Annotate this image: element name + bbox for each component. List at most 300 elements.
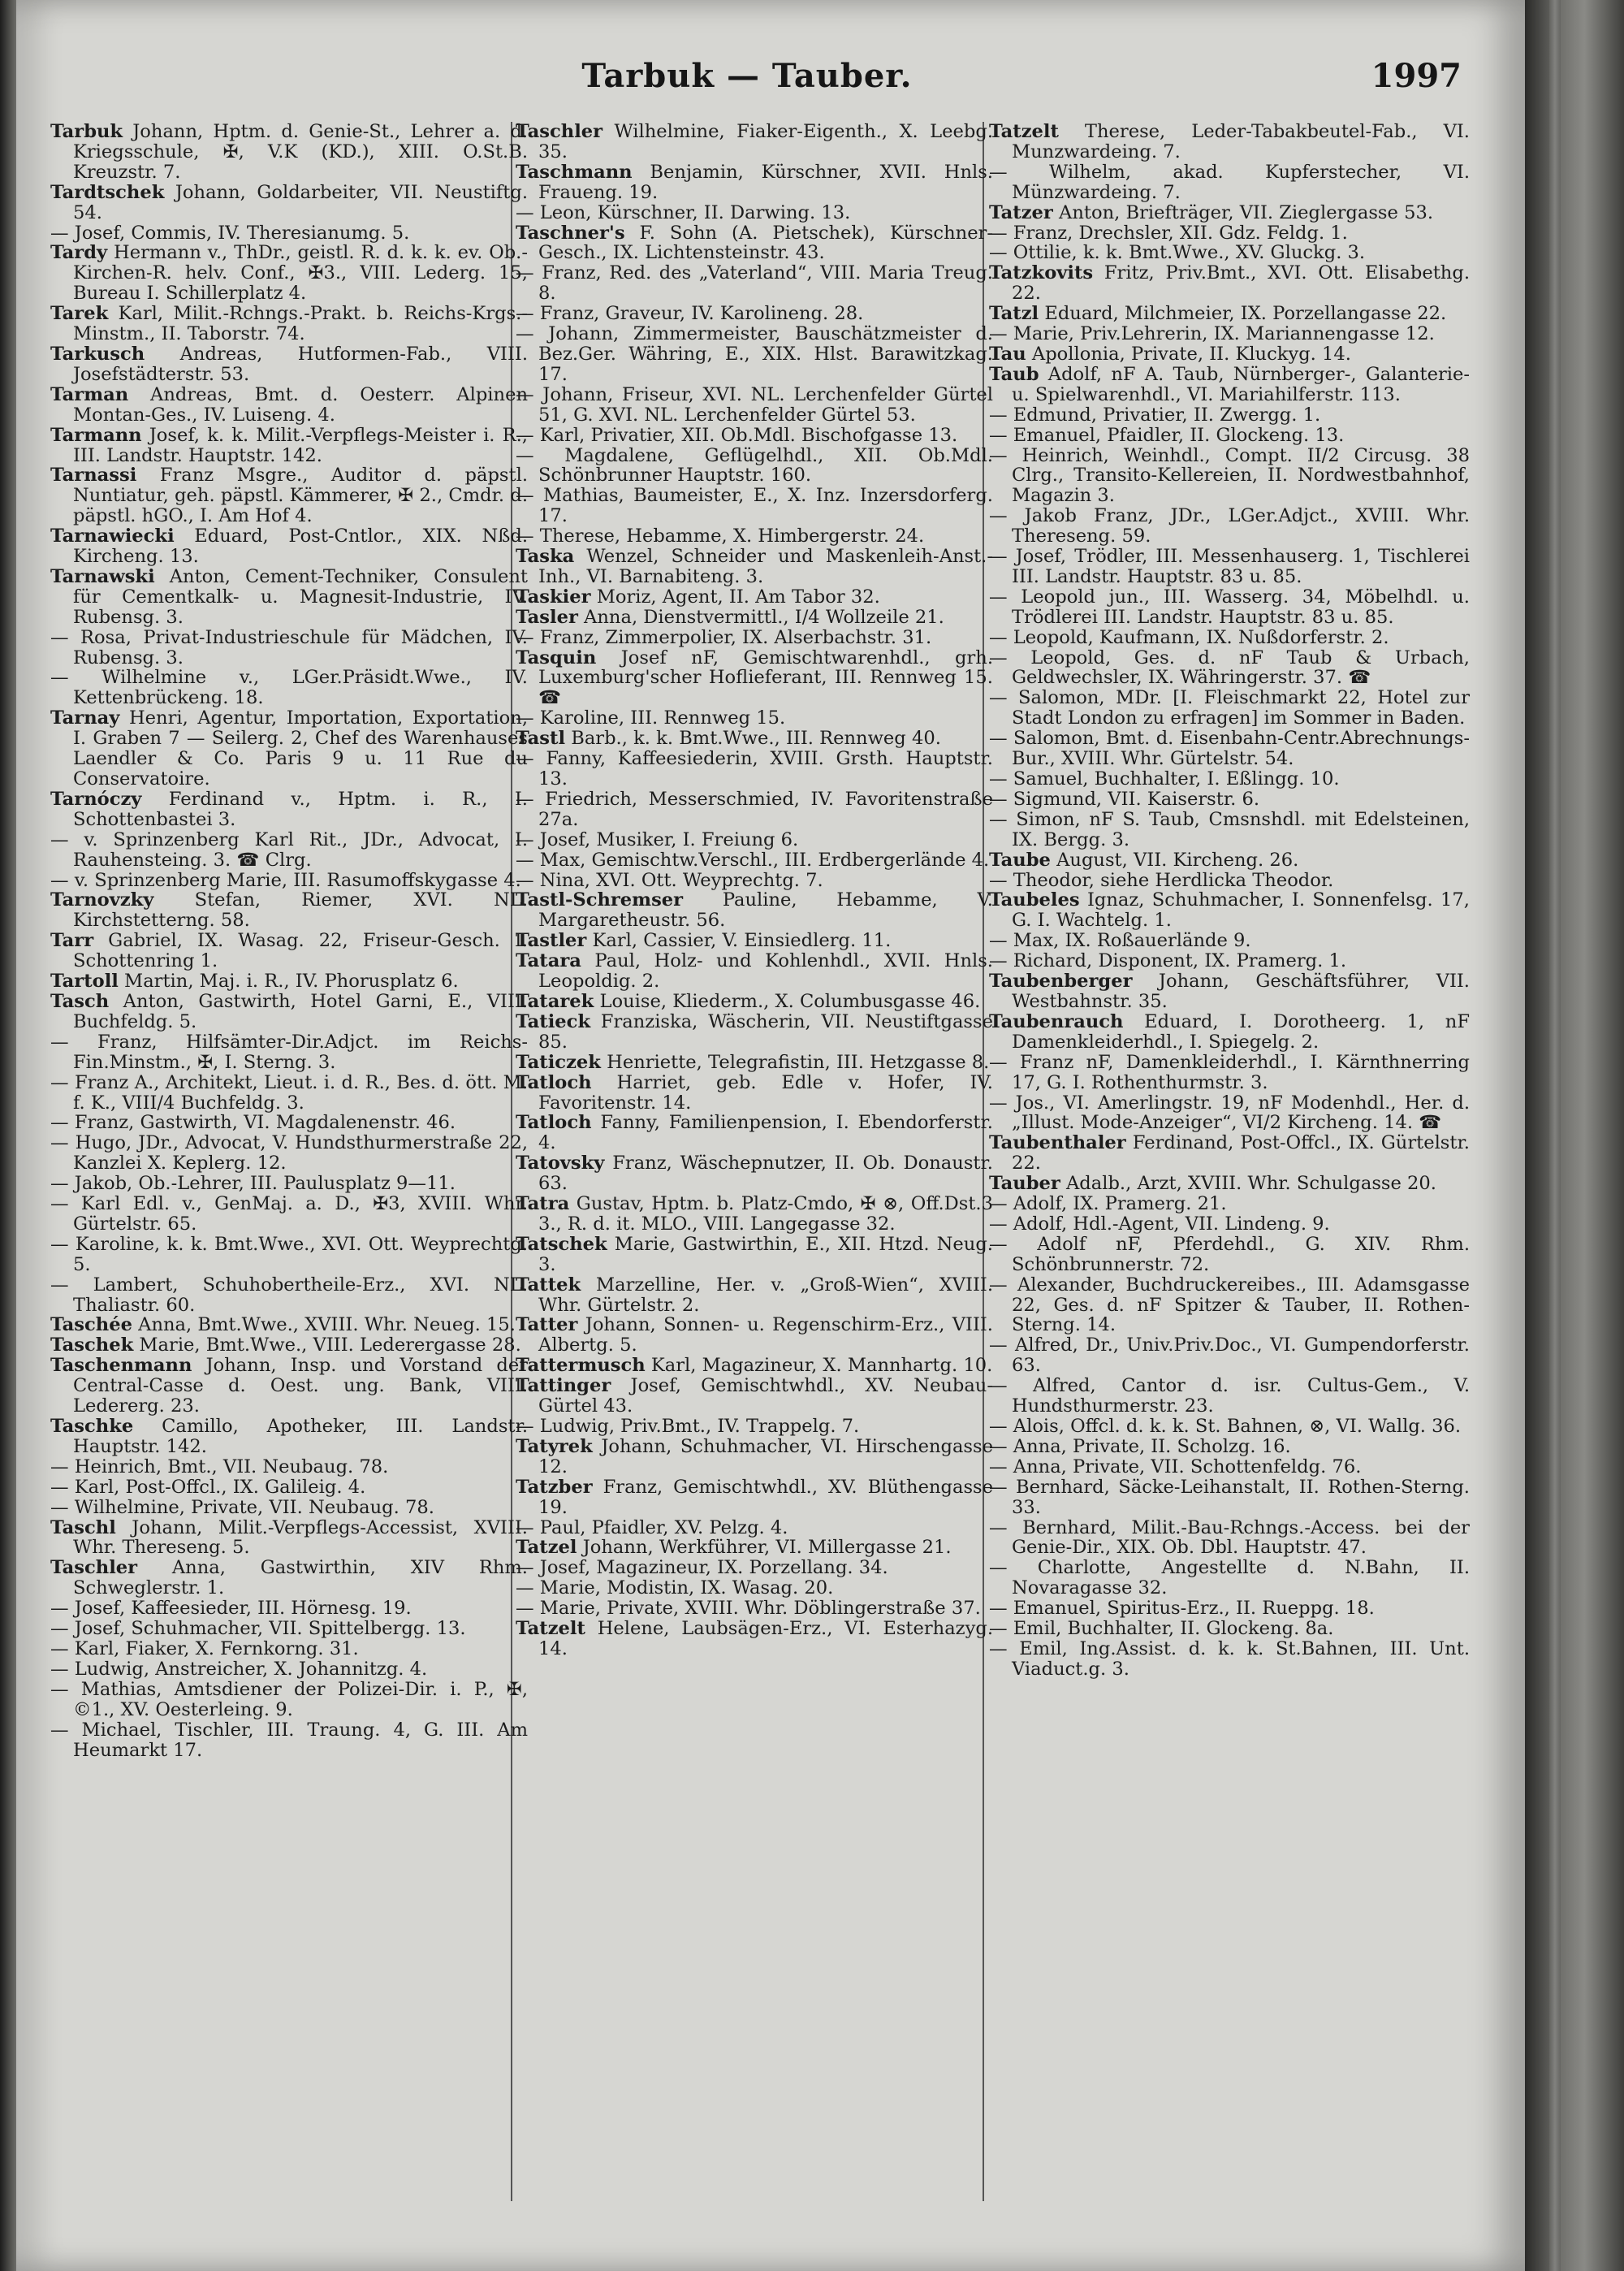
directory-entry <box>50 668 528 708</box>
directory-entry <box>989 729 1470 769</box>
entry-details: Anna, Dienstvermittl., I/4 Wollzeile 21. <box>577 606 944 628</box>
entry-surname: Taschl <box>50 1516 116 1538</box>
directory-entry <box>50 1457 528 1477</box>
entry-details: — Jakob Franz, JDr., LGer.Adjct., XVIII. Whr. Thereseng. 59. <box>989 505 1470 547</box>
entry-details: — Josef, Trödler, III. Messenhauserg. 1, Tischlerei III. Landstr. Hauptstr. 83 u. 85. <box>989 546 1470 587</box>
entry-details: Hermann v., ThDr., geistl. R. d. k. k. ev. Ob.-Kirchen-R. helv. Conf., ✠3., VIII. Lederg. 15, Bureau I. Schillerplatz 4. <box>73 242 528 305</box>
directory-entry <box>516 1558 993 1578</box>
entry-surname: Tatloch <box>516 1071 592 1093</box>
page-title: Tarbuk — Tauber. <box>581 57 913 95</box>
entry-details: Anton, Cement-Techniker, Consulent für Cementkalk- u. Magnesit-Industrie, IV. Rubensg. 3. <box>73 565 528 628</box>
directory-entry <box>516 608 993 628</box>
directory-entry <box>516 1619 993 1659</box>
entry-details: — Leopold, Kaufmann, IX. Nußdorferstr. 2. <box>989 626 1389 648</box>
entry-details: — Karl, Privatier, XII. Ob.Mdl. Bischofgasse 13. <box>516 424 958 446</box>
directory-entry <box>989 648 1470 689</box>
directory-entry <box>50 1133 528 1174</box>
entry-details: — Marie, Modistin, IX. Wasag. 20. <box>516 1577 834 1599</box>
directory-entry <box>50 122 528 183</box>
entry-details: Johann, Goldarbeiter, VII. Neustiftg. 54. <box>73 181 528 223</box>
entry-surname: Tatzber <box>516 1476 593 1498</box>
entry-details: — Franz nF, Damenkleiderhdl., I. Kärnthnerring 17, G. I. Rothenthurmstr. 3. <box>989 1051 1470 1093</box>
entry-details: Henri, Agentur, Importation, Exportation, I. Graben 7 — Seilerg. 2, Chef des Warenhauses Laendler & Co. Paris 9 u. 11 Rue du Conservatoire. <box>73 707 528 789</box>
entry-details: — Jos., VI. Amerlingstr. 19, nF Modenhdl., Her. d. „Illust. Mode-Anzeiger“, VI/2 Kircheng. 14. ☎ <box>989 1092 1470 1134</box>
entry-surname: Taubeles <box>989 889 1080 911</box>
entry-details: Josef, Gemischtwhdl., XV. Neubau-Gürtel 43. <box>538 1375 993 1417</box>
entry-surname: Tarnovzky <box>50 889 154 911</box>
directory-entry <box>989 243 1470 263</box>
entry-surname: Tatarek <box>516 990 594 1012</box>
entry-details: Harriet, geb. Edle v. Hofer, IV. Favoritenstr. 14. <box>538 1071 993 1114</box>
entry-surname: Taubenthaler <box>989 1132 1126 1154</box>
entry-details: — Paul, Pfaidler, XV. Pelzg. 4. <box>516 1516 788 1538</box>
directory-entry <box>989 1417 1470 1437</box>
directory-entry <box>50 1174 528 1194</box>
entry-surname: Taschenmann <box>50 1355 192 1377</box>
entry-details: — Simon, nF S. Taub, Cmsnshdl. mit Edelsteinen, IX. Bergg. 3. <box>989 808 1470 850</box>
entry-details: — Franz A., Architekt, Lieut. i. d. R., Bes. d. ött. M. f. K., VIII/4 Buchfeldg. 3. <box>50 1071 528 1114</box>
entry-surname: Tastler <box>516 930 587 952</box>
entry-details: — Therese, Hebamme, X. Himbergerstr. 24. <box>516 526 925 547</box>
entry-surname: Taschler <box>516 121 603 142</box>
directory-entry <box>989 162 1470 203</box>
entry-details: Anton, Briefträger, VII. Zieglergasse 53. <box>1052 201 1434 223</box>
running-header <box>49 57 1462 106</box>
entry-surname: Tasler <box>516 606 578 628</box>
directory-entry <box>50 223 528 244</box>
directory-entry <box>516 789 993 830</box>
entry-details: — Jakob, Ob.-Lehrer, III. Paulusplatz 9—11. <box>50 1173 456 1195</box>
entry-surname: Tatzelt <box>516 1618 585 1640</box>
entry-details: Wilhelmine, Fiaker-Eigenth., X. Leebg. 35. <box>538 121 993 162</box>
directory-entry <box>50 1659 528 1680</box>
directory-entry <box>989 426 1470 446</box>
entry-details: — Heinrich, Bmt., VII. Neubaug. 78. <box>50 1456 389 1477</box>
directory-entry <box>989 1639 1470 1680</box>
entry-details: Camillo, Apotheker, III. Landstr. Hauptstr. 142. <box>73 1416 528 1457</box>
directory-entry <box>50 1518 528 1559</box>
entry-details: Karl, Magazineur, X. Mannhartg. 10. <box>645 1355 993 1377</box>
entry-details: — v. Sprinzenberg Marie, III. Rasumoffskygasse 4. <box>50 869 521 891</box>
directory-entry <box>516 708 993 729</box>
entry-details: — Richard, Disponent, IX. Pramerg. 1. <box>989 950 1347 972</box>
entry-details: — Adolf, Hdl.-Agent, VII. Lindeng. 9. <box>989 1213 1330 1235</box>
directory-entry <box>50 628 528 668</box>
entry-details: — Michael, Tischler, III. Traung. 4, G. III. Am Heumarkt 17. <box>50 1719 528 1761</box>
entry-details: Adalb., Arzt, XVIII. Whr. Schulgasse 20. <box>1060 1173 1436 1195</box>
entry-details: Anton, Gastwirth, Hotel Garni, E., VIII. Buchfeldg. 5. <box>73 990 528 1032</box>
directory-entry <box>50 385 528 426</box>
directory-entry <box>989 1558 1470 1598</box>
directory-entry <box>516 951 993 992</box>
directory-entry <box>989 203 1470 223</box>
directory-entry <box>516 850 993 871</box>
entry-details: — Salomon, MDr. [I. Fleischmarkt 22, Hotel zur Stadt London zu erfragen] im Sommer in Baden. <box>989 687 1470 729</box>
directory-entry <box>989 1133 1470 1174</box>
entry-details: — Alfred, Cantor d. isr. Cultus-Gem., V. Hundsthurmerstr. 23. <box>989 1375 1470 1417</box>
entry-details: Henriette, Telegrafistin, III. Hetzgasse 8. <box>600 1051 990 1073</box>
entry-surname: Taticzek <box>516 1051 601 1073</box>
entry-surname: Tardtschek <box>50 181 165 203</box>
entry-surname: Tarr <box>50 930 94 952</box>
entry-surname: Tarnawski <box>50 565 155 587</box>
directory-entry <box>989 1335 1470 1376</box>
entry-details: Pauline, Hebamme, V. Margaretheustr. 56. <box>538 889 993 932</box>
directory-entry <box>989 871 1470 891</box>
entry-details: — Theodor, siehe Herdlicka Theodor. <box>989 869 1334 891</box>
directory-column-3 <box>989 122 1470 1680</box>
entry-surname: Tatzelt <box>989 121 1059 142</box>
directory-entry <box>50 1235 528 1275</box>
entry-details: — Franz, Graveur, IV. Karolineng. 28. <box>516 303 864 325</box>
entry-details: — Franz, Drechsler, XII. Gdz. Feldg. 1. <box>989 222 1348 244</box>
directory-entry <box>516 648 993 709</box>
directory-entry <box>516 587 993 608</box>
directory-entry <box>50 243 528 304</box>
entry-details: — Franz, Red. des „Vaterland“, VIII. Maria Treug. 8. <box>516 262 993 305</box>
directory-entry <box>516 486 993 526</box>
entry-details: Marie, Gastwirthin, E., XII. Htzd. Neug. 3. <box>538 1233 993 1275</box>
directory-entry <box>516 324 993 385</box>
entry-details: Eduard, I. Dorotheerg. 1, nF Damenkleiderhdl., I. Spiegelg. 2. <box>1012 1010 1470 1053</box>
directory-entry <box>516 1235 993 1275</box>
entry-details: — Hugo, JDr., Advocat, V. Hundsthurmerstraße 22, Kanzlei X. Keplerg. 12. <box>50 1132 528 1174</box>
entry-details: — Karl, Post-Offcl., IX. Galileig. 4. <box>50 1476 366 1498</box>
entry-details: — Ludwig, Anstreicher, X. Johannitzg. 4. <box>50 1658 428 1680</box>
entry-details: Therese, Leder-Tabakbeutel-Fab., VI. Munzwardeing. 7. <box>1012 121 1470 162</box>
entry-details: — Wilhelm, akad. Kupferstecher, VI. Münzwardeing. 7. <box>989 161 1470 203</box>
directory-page <box>16 0 1525 2271</box>
directory-entry <box>50 1720 528 1761</box>
entry-details: — Marie, Priv.Lehrerin, IX. Mariannengasse 12. <box>989 323 1435 345</box>
directory-entry <box>516 1153 993 1194</box>
directory-entry <box>50 789 528 830</box>
entry-surname: Tatter <box>516 1314 578 1336</box>
entry-details: — Karl Edl. v., GenMaj. a. D., ✠3, XVIII. Whr. Gürtelstr. 65. <box>50 1193 528 1235</box>
entry-surname: Tarbuk <box>50 121 123 142</box>
entry-surname: Tatyrek <box>516 1435 593 1457</box>
entry-details: — Mathias, Baumeister, E., X. Inz. Inzersdorferg. 17. <box>516 485 993 527</box>
directory-entry <box>50 871 528 891</box>
entry-details: — Emil, Buchhalter, II. Glockeng. 8a. <box>989 1618 1334 1640</box>
entry-details: F. Sohn (A. Pietschek), Kürschner-Gesch., IX. Lichtensteinstr. 43. <box>538 222 993 264</box>
directory-entry <box>989 1518 1470 1559</box>
directory-entry <box>989 1235 1470 1275</box>
entry-details: — Josef, Magazineur, IX. Porzellang. 34. <box>516 1557 888 1579</box>
directory-entry <box>516 1578 993 1598</box>
entry-details: Fritz, Priv.Bmt., XVI. Ott. Elisabethg. 22. <box>1012 262 1470 305</box>
directory-entry <box>516 628 993 648</box>
entry-details: Josef, k. k. Milit.-Verpflegs-Meister i. R., III. Landstr. Hauptstr. 142. <box>73 424 528 466</box>
directory-entry <box>50 1315 528 1335</box>
directory-entry <box>50 1619 528 1639</box>
entry-details: — Lambert, Schuhobertheile-Erz., XVI. NL. Thaliastr. 60. <box>50 1274 528 1316</box>
directory-entry <box>516 749 993 789</box>
directory-entry <box>50 1477 528 1498</box>
entry-surname: Taska <box>516 546 575 568</box>
entry-surname: Tau <box>989 343 1026 365</box>
entry-details: — Karl, Fiaker, X. Fernkorng. 31. <box>50 1637 359 1659</box>
entry-details: — Wilhelmine, Private, VII. Neubaug. 78. <box>50 1496 434 1518</box>
directory-entry <box>989 1194 1470 1214</box>
directory-entry <box>516 263 993 304</box>
directory-entry <box>989 1477 1470 1518</box>
directory-entry <box>50 304 528 344</box>
directory-entry <box>516 931 993 951</box>
entry-surname: Tatschek <box>516 1233 607 1255</box>
entry-details: — Magdalene, Geflügelhdl., XII. Ob.Mdl. Schönbrunner Hauptstr. 160. <box>516 444 993 487</box>
entry-details: — Franz, Hilfsämter-Dir.Adjct. im Reichs-Fin.Minstm., ✠, I. Sterng. 3. <box>50 1031 528 1073</box>
entry-details: — Leon, Kürschner, II. Darwing. 13. <box>516 201 851 223</box>
directory-entry <box>50 1356 528 1417</box>
book-page-edges <box>1525 0 1624 2271</box>
directory-entry <box>989 688 1470 729</box>
directory-entry <box>50 1498 528 1518</box>
entry-surname: Tatzer <box>989 201 1053 223</box>
directory-entry <box>50 567 528 628</box>
entry-details: — Emil, Ing.Assist. d. k. k. St.Bahnen, III. Unt. Viaduct.g. 3. <box>989 1637 1470 1680</box>
entry-details: — Max, IX. Roßauerlände 9. <box>989 930 1251 952</box>
entry-details: — Josef, Commis, IV. Theresianumg. 5. <box>50 222 410 244</box>
entry-details: Karl, Cassier, V. Einsiedlerg. 11. <box>586 930 892 952</box>
entry-surname: Tasch <box>50 990 110 1012</box>
directory-entry <box>50 708 528 789</box>
directory-entry <box>516 1053 993 1073</box>
directory-entry <box>989 1174 1470 1194</box>
entry-details: Gabriel, IX. Wasag. 22, Friseur-Gesch. I. Schottenring 1. <box>73 930 528 972</box>
directory-entry <box>516 547 993 587</box>
directory-entry <box>516 526 993 547</box>
directory-entry <box>516 304 993 324</box>
entry-surname: Tasquin <box>516 647 597 668</box>
entry-surname: Tarman <box>50 383 129 405</box>
entry-details: — Karoline, k. k. Bmt.Wwe., XVI. Ott. Weyprechtg. 5. <box>50 1233 528 1275</box>
entry-details: Franz, Wäschepnutzer, II. Ob. Donaustr. 63. <box>538 1153 993 1195</box>
entry-surname: Tattinger <box>516 1375 611 1397</box>
entry-surname: Tarek <box>50 303 109 325</box>
entry-details: — Adolf, IX. Pramerg. 21. <box>989 1193 1227 1215</box>
entry-surname: Tatra <box>516 1193 570 1215</box>
entry-details: Anna, Bmt.Wwe., XVIII. Whr. Neueg. 15. <box>132 1314 516 1336</box>
entry-details: Johann, Insp. und Vorstand der Central-Casse d. Oest. ung. Bank, VIII. Ledererg. 23. <box>73 1355 528 1417</box>
directory-entry <box>516 426 993 446</box>
directory-entry <box>516 385 993 426</box>
entry-details: — Emanuel, Spiritus-Erz., II. Rueppg. 18. <box>989 1598 1375 1620</box>
entry-surname: Tarkusch <box>50 343 145 365</box>
entry-surname: Tatzel <box>516 1537 577 1559</box>
entry-details: Franz, Gemischtwhdl., XV. Blüthengasse 19. <box>538 1476 993 1518</box>
directory-entry <box>516 1477 993 1518</box>
directory-entry <box>989 1093 1470 1134</box>
directory-entry <box>516 890 993 931</box>
entry-surname: Taschke <box>50 1416 134 1437</box>
entry-details: — v. Sprinzenberg Karl Rit., JDr., Advocat, I. Rauhensteing. 3. ☎ Clrg. <box>50 828 528 871</box>
entry-details: Fanny, Familienpension, I. Ebendorferstr. 4. <box>538 1112 993 1154</box>
entry-details: Johann, Milit.-Verpflegs-Accessist, XVIII. Whr. Thereseng. 5. <box>73 1516 528 1559</box>
entry-details: — Alexander, Buchdruckereibes., III. Adamsgasse 22, Ges. d. nF Spitzer & Tauber, II. Rothen-Sterng. 14. <box>989 1274 1470 1336</box>
directory-entry <box>50 1680 528 1720</box>
entry-surname: Tarnassi <box>50 465 137 487</box>
entry-surname: Tattermusch <box>516 1355 646 1377</box>
entry-details: — Ottilie, k. k. Bmt.Wwe., XV. Gluckg. 3. <box>989 242 1366 264</box>
directory-entry <box>516 162 993 203</box>
entry-details: — Anna, Private, VII. Schottenfeldg. 76. <box>989 1456 1362 1477</box>
entry-details: — Nina, XVI. Ott. Weyprechtg. 7. <box>516 869 823 891</box>
entry-details: — Johann, Zimmermeister, Bauschätzmeister d. Bez.Ger. Währing, E., XIX. Hlst. Barawitzkag. 17. <box>516 323 993 385</box>
directory-entry <box>989 304 1470 324</box>
entry-details: — Franz, Zimmerpolier, IX. Alserbachstr. 31. <box>516 626 932 648</box>
entry-details: Ignaz, Schuhmacher, I. Sonnenfelsg. 17, G. I. Wachtelg. 1. <box>1012 889 1470 932</box>
directory-entry <box>989 951 1470 971</box>
directory-entry <box>989 547 1470 587</box>
directory-entry <box>50 1598 528 1619</box>
entry-surname: Tatieck <box>516 1010 591 1032</box>
directory-entry <box>516 1113 993 1153</box>
entry-details: — Heinrich, Weinhdl., Compt. II/2 Circusg. 38 Clrg., Transito-Kellereien, II. Nordwestbahnhof, Magazin 3. <box>989 444 1470 507</box>
entry-surname: Taschée <box>50 1314 132 1336</box>
entry-details: — Edmund, Privatier, II. Zwergg. 1. <box>989 404 1321 426</box>
entry-surname: Taubenberger <box>989 971 1133 993</box>
directory-entry <box>989 446 1470 507</box>
directory-entry <box>50 183 528 223</box>
entry-details: — Wilhelmine v., LGer.Präsidt.Wwe., IV. Kettenbrückeng. 18. <box>50 667 528 709</box>
entry-details: — Marie, Private, XVIII. Whr. Döblingerstraße 37. <box>516 1598 981 1620</box>
entry-details: — Alfred, Dr., Univ.Priv.Doc., VI. Gumpendorferstr. 63. <box>989 1334 1470 1377</box>
directory-entry <box>989 789 1470 810</box>
entry-surname: Tatzl <box>989 303 1039 325</box>
directory-entry <box>516 871 993 891</box>
directory-entry <box>989 263 1470 304</box>
entry-details: — Emanuel, Pfaidler, II. Glockeng. 13. <box>989 424 1345 446</box>
entry-details: — Franz, Gastwirth, VI. Magdalenenstr. 46. <box>50 1112 456 1134</box>
directory-entry <box>989 850 1470 871</box>
entry-surname: Taschmann <box>516 161 633 183</box>
directory-entry <box>989 1457 1470 1477</box>
entry-details: Marie, Bmt.Wwe., VIII. Lederergasse 28. <box>133 1334 521 1356</box>
entry-surname: Taschner's <box>516 222 625 244</box>
entry-details: — Alois, Offcl. d. k. k. St. Bahnen, ⊗, VI. Wallg. 36. <box>989 1416 1462 1437</box>
entry-details: Stefan, Riemer, XVI. NL. Kirchstetterng. 58. <box>73 889 528 932</box>
directory-entry <box>989 769 1470 789</box>
entry-details: — Bernhard, Milit.-Bau-Rchngs.-Access. bei der Genie-Dir., XIX. Ob. Dbl. Hauptstr. 47. <box>989 1516 1470 1559</box>
page-gutter-shadow <box>0 0 16 2271</box>
directory-entry <box>516 223 993 264</box>
entry-details: Paul, Holz- und Kohlenhdl., XVII. Hnls. Leopoldig. 2. <box>538 950 993 993</box>
entry-details: Johann, Hptm. d. Genie-St., Lehrer a. d. Kriegsschule, ✠, V.K (KD.), XIII. O.St.B. Kreuzstr. 7. <box>73 121 528 183</box>
directory-entry <box>516 1598 993 1619</box>
directory-entry <box>989 1619 1470 1639</box>
directory-entry <box>516 1275 993 1316</box>
entry-details: Andreas, Bmt. d. Oesterr. Alpinen Montan-Ges., IV. Luiseng. 4. <box>73 383 528 426</box>
directory-entry <box>516 1538 993 1558</box>
directory-entry <box>50 344 528 385</box>
entry-details: — Karoline, III. Rennweg 15. <box>516 707 786 729</box>
entry-details: — Max, Gemischtw.Verschl., III. Erdbergerlände 4. <box>516 849 990 871</box>
entry-details: Martin, Maj. i. R., IV. Phorusplatz 6. <box>118 971 459 993</box>
entry-details: Benjamin, Kürschner, XVII. Hnls. Fraueng. 19. <box>538 161 993 203</box>
entry-details: Eduard, Post-Cntlor., XIX. Nßd. Kircheng. 13. <box>73 526 528 568</box>
entry-surname: Tattek <box>516 1274 581 1296</box>
entry-details: — Leopold, Ges. d. nF Taub & Urbach, Geldwechsler, IX. Währingerstr. 37. ☎ <box>989 647 1470 689</box>
entry-surname: Taub <box>989 363 1039 385</box>
entry-details: — Rosa, Privat-Industrieschule für Mädchen, IV. Rubensg. 3. <box>50 626 528 668</box>
directory-entry <box>516 203 993 223</box>
entry-surname: Tatara <box>516 950 581 972</box>
entry-surname: Tarnóczy <box>50 788 142 810</box>
directory-entry <box>516 729 993 749</box>
directory-entry <box>50 992 528 1032</box>
entry-details: Ferdinand v., Hptm. i. R., I. Schottenbastei 3. <box>73 788 528 830</box>
entry-surname: Tauber <box>989 1173 1060 1195</box>
directory-entry <box>50 1275 528 1316</box>
directory-entry <box>516 446 993 487</box>
directory-entry <box>50 1639 528 1659</box>
entry-details: Eduard, Milchmeier, IX. Porzellangasse 22. <box>1039 303 1447 325</box>
entry-details: — Salomon, Bmt. d. Eisenbahn-Centr.Abrechnungs-Bur., XVIII. Whr. Gürtelstr. 54. <box>989 728 1470 770</box>
entry-surname: Tastl-Schremser <box>516 889 684 911</box>
entry-details: Franz Msgre., Auditor d. päpstl. Nuntiatur, geh. päpstl. Kämmerer, ✠ 2., Cmdr. d. päpstl. hGO., I. Am Hof 4. <box>73 465 528 527</box>
directory-entry <box>989 122 1470 162</box>
directory-entry <box>989 1598 1470 1619</box>
entry-details: — Charlotte, Angestellte d. N.Bahn, II. Novaragasse 32. <box>989 1557 1470 1599</box>
page-number: 1997 <box>1371 57 1462 95</box>
directory-entry <box>989 1275 1470 1336</box>
directory-entry <box>50 931 528 971</box>
entry-details: Andreas, Hutformen-Fab., VIII. Josefstädterstr. 53. <box>73 343 528 385</box>
directory-entry <box>50 1113 528 1133</box>
directory-column-2 <box>516 122 993 1659</box>
entry-details: — Fanny, Kaffeesiederin, XVIII. Grsth. Hauptstr. 13. <box>516 748 993 789</box>
entry-details: Anna, Gastwirthin, XIV Rhm. Schweglerstr. 1. <box>73 1557 528 1599</box>
entry-details: — Anna, Private, II. Scholzg. 16. <box>989 1435 1291 1457</box>
directory-entry <box>516 1437 993 1477</box>
directory-entry <box>516 122 993 162</box>
entry-details: Josef nF, Gemischtwarenhdl., grh. Luxemburg'scher Hoflieferant, III. Rennweg 15. ☎ <box>538 647 993 709</box>
entry-details: Marzelline, Her. v. „Groß-Wien“, XVIII. Whr. Gürtelstr. 2. <box>538 1274 993 1316</box>
directory-entry <box>989 223 1470 244</box>
entry-details: Barb., k. k. Bmt.Wwe., III. Rennweg 40. <box>565 728 941 750</box>
entry-details: Gustav, Hptm. b. Platz-Cmdo, ✠ ⊗, Off.Dst.3 3., R. d. it. MLO., VIII. Langegasse 32. <box>538 1193 993 1235</box>
directory-entry <box>50 1073 528 1114</box>
directory-entry <box>989 810 1470 850</box>
entry-details: Moriz, Agent, II. Am Tabor 32. <box>590 586 880 608</box>
directory-entry <box>516 830 993 850</box>
entry-details: — Adolf nF, Pferdehdl., G. XIV. Rhm. Schönbrunnerstr. 72. <box>989 1233 1470 1275</box>
directory-entry <box>50 465 528 526</box>
directory-entry <box>50 830 528 871</box>
entry-surname: Taube <box>989 849 1051 871</box>
entry-surname: Tardy <box>50 242 108 264</box>
entry-details: — Friedrich, Messerschmied, IV. Favoritenstraße 27a. <box>516 788 993 830</box>
directory-entry <box>989 1012 1470 1053</box>
directory-entry <box>989 931 1470 951</box>
entry-surname: Tastl <box>516 728 566 750</box>
directory-entry <box>516 1194 993 1235</box>
entry-details: Louise, Kliederm., X. Columbusgasse 46. <box>594 990 981 1012</box>
directory-entry <box>516 992 993 1012</box>
directory-entry <box>989 324 1470 344</box>
entry-details: — Samuel, Buchhalter, I. Eßlingg. 10. <box>989 768 1340 789</box>
entry-details: Apollonia, Private, II. Kluckyg. 14. <box>1026 343 1351 365</box>
entry-details: Johann, Sonnen- u. Regenschirm-Erz., VIII. Albertg. 5. <box>538 1314 993 1356</box>
entry-details: — Sigmund, VII. Kaiserstr. 6. <box>989 788 1260 810</box>
entry-surname: Taschek <box>50 1334 134 1356</box>
directory-entry <box>989 506 1470 547</box>
entry-details: — Mathias, Amtsdiener der Polizei-Dir. i. P., ✠, ©1., XV. Oesterleing. 9. <box>50 1678 528 1720</box>
entry-details: Johann, Schuhmacher, VI. Hirschengasse 12. <box>538 1435 993 1477</box>
entry-details: Wenzel, Schneider und Maskenleih-Anst.-Inh., VI. Barnabiteng. 3. <box>538 546 993 587</box>
directory-entry <box>50 1032 528 1073</box>
